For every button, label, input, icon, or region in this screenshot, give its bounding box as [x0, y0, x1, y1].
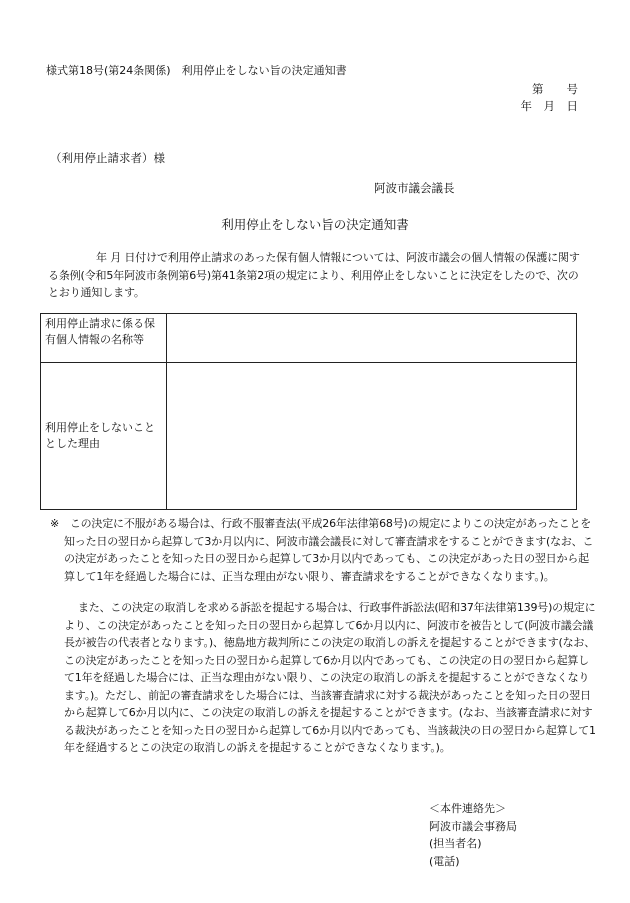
table-label-reason: 利用停止をしないこととした理由 [41, 363, 167, 510]
table-value-reason [167, 363, 577, 510]
table-label-info-name: 利用停止請求に係る保有個人情報の名称等 [41, 314, 167, 363]
note-lawsuit: また、この決定の取消しを求める訴訟を提起する場合は、行政事件訴訟法(昭和37年法律第139号)の規定により、この決定があったことを知った日の翌日から起算して6か月以内に、阿波市を被告として(阿波市議会議長が被告の代表者となります。)、徳島地方裁判所にこの決定の取消しの訴えを提起することができます(なお、この決定があったことを知った日の翌日から起算して6か月以内であっても、この決定の日の翌日から起算して1年を経過した場合には、正当な理由がない限り、この決定の取消しの訴えを提起することができなくなります。)。ただし、前記の審査請求をした場合には、当該審査請求に対する裁決があったことを知った日の翌日から起算して6か月以内に、この決定の取消しの訴えを提起することができます。(なお、当該審査請求に対する裁決があったことを知った日の翌日から起算して6か月以内であっても、当該裁決の日の翌日から起算して1年を経過するとこの決定の取消しの訴えを提起することができなくなります。)。 [64, 601, 596, 754]
contact-office: 阿波市議会事務局 [429, 819, 517, 833]
intro-paragraph: 年 月 日付けで利用停止請求のあった保有個人情報については、阿波市議会の個人情報の保護に関する条例(令和5年阿波市条例第6号)第41条第2項の規定により、利用停止をしないことに決定をしたので、次のとおり通知します。 [48, 251, 580, 299]
contact-heading: ＜本件連絡先＞ [429, 802, 506, 815]
note-appeal: ※ この決定に不服がある場合は、行政不服審査法(平成26年法律第68号)の規定によりこの決定があったことを知った日の翌日から起算して3か月以内に、阿波市議会議長に対して審査請求をすることができます(なお、この決定があったことを知った日の翌日から起算して3か月以内であっても、この決定があった日の翌日から起算して1年を経過した場合には、正当な理由がない限り、審査請求をすることができなくなります。)。 [50, 517, 594, 583]
info-table [40, 313, 577, 510]
contact-block [429, 800, 517, 870]
table-row [41, 314, 577, 363]
addressee: （利用停止請求者）様 [50, 151, 165, 165]
document-title: 利用停止をしない旨の決定通知書 [221, 217, 409, 232]
contact-person: (担当者名) [429, 837, 482, 850]
table-row [41, 363, 577, 510]
form-label: 様式第18号(第24条関係) 利用停止をしない旨の決定通知書 [46, 64, 347, 77]
table-value-info-name [167, 314, 577, 363]
contact-phone: (電話) [429, 854, 460, 868]
sender: 阿波市議会議長 [374, 181, 455, 195]
document-date: 年 月 日 [520, 99, 578, 113]
document-number: 第 号 [532, 82, 578, 96]
